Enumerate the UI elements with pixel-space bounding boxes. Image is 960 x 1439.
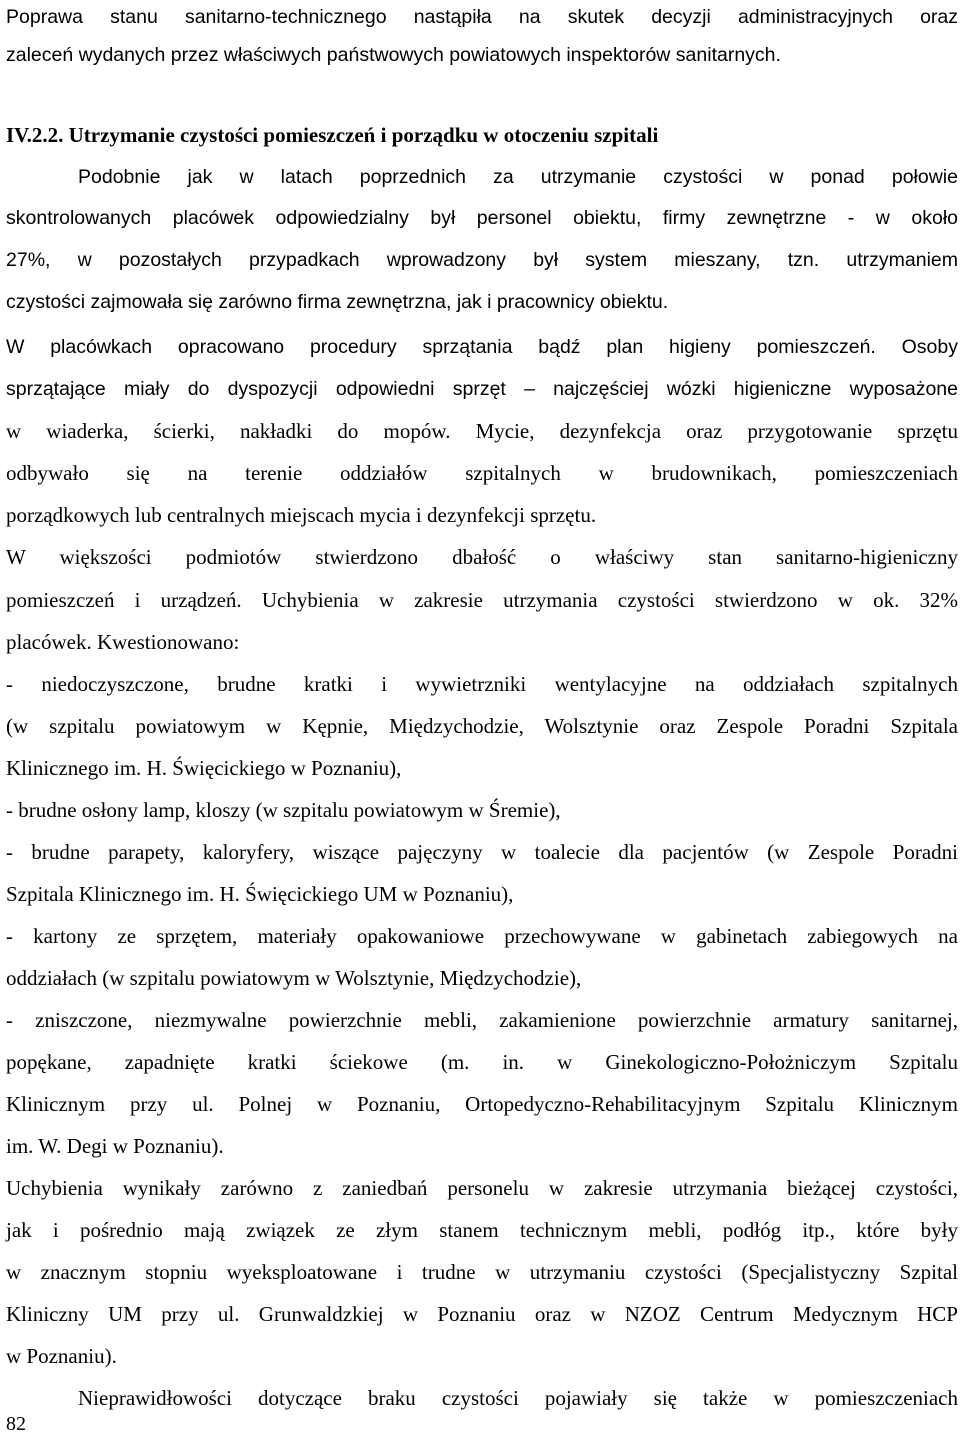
paragraph-line: Nieprawidłowości dotyczące braku czystości pojawiały się także w pomieszczeniach: [78, 1386, 958, 1410]
list-item-continuation: oddziałach (w szpitalu powiatowym w Wolsztynie, Międzychodzie),: [6, 966, 582, 990]
paragraph-line: porządkowych lub centralnych miejscach mycia i dezynfekcji sprzętu.: [6, 503, 597, 527]
paragraph-line: W placówkach opracowano procedury sprzątania bądź plan higieny pomieszczeń. Osoby: [6, 336, 958, 358]
paragraph-line: w znacznym stopniu wyeksploatowane i trudne w utrzymaniu czystości (Specjalistyczny Szpital: [6, 1260, 958, 1284]
page-number: 82: [6, 1413, 26, 1435]
list-item-continuation: Klinicznego im. H. Święcickiego w Poznaniu),: [6, 756, 402, 780]
list-item: - kartony ze sprzętem, materiały opakowaniowe przechowywane w gabinetach zabiegowych na: [6, 924, 958, 948]
list-item-continuation: im. W. Degi w Poznaniu).: [6, 1134, 224, 1158]
list-item: - zniszczone, niezmywalne powierzchnie mebli, zakamienione powierzchnie armatury sanitarnej,: [6, 1008, 958, 1032]
paragraph-line: sprzątające miały do dyspozycji odpowiedni sprzęt – najczęściej wózki higieniczne wyposażone: [6, 378, 958, 400]
paragraph-line: Poprawa stanu sanitarno-technicznego nastąpiła na skutek decyzji administracyjnych oraz: [6, 6, 958, 28]
list-item-continuation: popękane, zapadnięte kratki ściekowe (m. in. w Ginekologiczno-Położniczym Szpitalu: [6, 1050, 958, 1074]
list-item-continuation: Klinicznym przy ul. Polnej w Poznaniu, Ortopedyczno-Rehabilitacyjnym Szpitalu Klinicznym: [6, 1092, 958, 1116]
list-item: - brudne osłony lamp, kloszy (w szpitalu powiatowym w Śremie),: [6, 798, 561, 822]
section-heading: IV.2.2. Utrzymanie czystości pomieszczeń i porządku w otoczeniu szpitali: [6, 123, 659, 147]
paragraph-line: Kliniczny UM przy ul. Grunwaldzkiej w Poznaniu oraz w NZOZ Centrum Medycznym HCP: [6, 1302, 958, 1326]
paragraph-line: skontrolowanych placówek odpowiedzialny był personel obiektu, firmy zewnętrzne - w około: [6, 207, 958, 229]
paragraph-line: jak i pośrednio mają związek ze złym stanem technicznym mebli, podłóg itp., które były: [6, 1218, 958, 1242]
list-item-continuation: (w szpitalu powiatowym w Kępnie, Międzychodzie, Wolsztynie oraz Zespole Poradni Szpitala: [6, 714, 958, 738]
paragraph-line: zaleceń wydanych przez właściwych państwowych powiatowych inspektorów sanitarnych.: [6, 44, 781, 66]
paragraph-line: czystości zajmowała się zarówno firma zewnętrzna, jak i pracownicy obiektu.: [6, 291, 669, 313]
paragraph-line: w Poznaniu).: [6, 1344, 117, 1368]
paragraph-line: placówek. Kwestionowano:: [6, 630, 240, 654]
list-item: - brudne parapety, kaloryfery, wiszące pajęczyny w toalecie dla pacjentów (w Zespole Poradni: [6, 840, 958, 864]
list-item-continuation: Szpitala Klinicznego im. H. Święcickiego UM w Poznaniu),: [6, 882, 514, 906]
paragraph-line: 27%, w pozostałych przypadkach wprowadzony był system mieszany, tzn. utrzymaniem: [6, 249, 958, 271]
paragraph-line: Uchybienia wynikały zarówno z zaniedbań personelu w zakresie utrzymania bieżącej czystości,: [6, 1176, 958, 1200]
list-item: - niedoczyszczone, brudne kratki i wywietrzniki wentylacyjne na oddziałach szpitalnych: [6, 672, 958, 696]
paragraph-line: W większości podmiotów stwierdzono dbałość o właściwy stan sanitarno-higieniczny: [6, 545, 958, 569]
paragraph-line: w wiaderka, ścierki, nakładki do mopów. Mycie, dezynfekcja oraz przygotowanie sprzętu: [6, 419, 958, 443]
paragraph-line: pomieszczeń i urządzeń. Uchybienia w zakresie utrzymania czystości stwierdzono w ok. 32%: [6, 588, 958, 612]
paragraph-line: Podobnie jak w latach poprzednich za utrzymanie czystości w ponad połowie: [78, 166, 958, 188]
paragraph-line: odbywało się na terenie oddziałów szpitalnych w brudownikach, pomieszczeniach: [6, 461, 958, 485]
